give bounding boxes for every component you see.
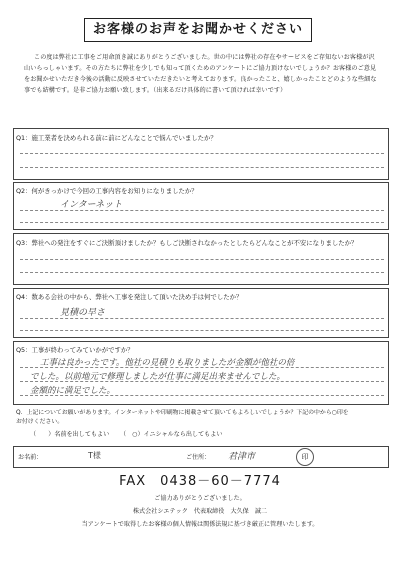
page-title: お客様のお声をお聞かせください (84, 18, 312, 42)
name-label: お名前： (18, 454, 43, 461)
q4-label: Q4：数ある会社の中から、弊社へ工事を発注して頂いた決め手は何でしたか？ (16, 293, 243, 301)
divider (20, 210, 384, 211)
footer-privacy: 当アンケートで取得したお客様の個人情報は関係法規に基づき厳正に管理いたします。 (81, 521, 319, 528)
divider (20, 395, 384, 396)
q2-answer: インターネット (60, 200, 123, 210)
divider (20, 367, 384, 368)
q5-answer-line: 工事は良かったです。他社の見積りも取りましたが金額が他社の倍 (40, 358, 295, 368)
q5-answer-line: 金額的に満足でした。 (30, 386, 116, 396)
customer-name: T様 (88, 451, 101, 460)
q3-label: Q3：弊社への発注をすぐにご決断頂けましたか？もしご決断されなかったとしたらどんなことが不安になりましたか？ (16, 239, 358, 247)
customer-address: 君津市 (228, 452, 256, 462)
intro-paragraph: この度は弊社に工事をご用命頂き誠にありがとうございました。世の中には弊社の存在やサービスをご存知ないお客様が沢山いらっしゃいます。その方たちに弊社を少しでも知って頂くためのアンケートにご協力頂けないでしょうか？お客様のご意見をお聞かせいただき今後の活動に反映させていただきたいと考えております。良かったこと、嬉しかったことどのような些細な事でも結構です。是非ご協力お願い致します。（出来るだけ具体的に書いて頂ければ幸いです） (24, 54, 377, 94)
consent-text-2: お付けください。 (16, 419, 64, 425)
footer-thanks: ご協力ありがとうございました。 (154, 495, 246, 502)
divider (20, 381, 384, 382)
divider (20, 272, 384, 273)
consent-option-initial[interactable]: （ ○）イニシャルなら出してもよい (120, 431, 223, 438)
consent-option-name[interactable]: （ ）名前を出してもよい (30, 431, 110, 438)
q1-label: Q1：施工業者を決められる前に前にどんなことで悩んでいましたか？ (16, 134, 217, 142)
divider (20, 222, 384, 223)
q5-label: Q5：工事が終わってみていかがですか？ (16, 346, 134, 354)
q5-answer-line: でした。以前地元で修理しましたが仕事に満足出来ませんでした。 (30, 372, 286, 382)
divider (20, 153, 384, 154)
q4-answer: 見積の早さ (60, 308, 106, 318)
fax-number: FAX 0438－60－7774 (119, 474, 281, 489)
divider (20, 167, 384, 168)
q2-label: Q2：何がきっかけで今回の工事内容をお知りになりましたか？ (16, 187, 198, 195)
footer-company: 株式会社シエテック 代表取締役 大久保 誠二 (132, 508, 268, 515)
divider (20, 318, 384, 319)
divider (20, 330, 384, 331)
address-label: ご住所： (186, 454, 211, 461)
seal-stamp: 印 (296, 448, 314, 466)
intro-text (24, 52, 378, 96)
consent-text: Q．上記についてお願いがあります。インターネットや印刷物に掲載させて頂いてもよろしいでしょうか？下記の中から○印を (16, 410, 349, 416)
divider (20, 259, 384, 260)
